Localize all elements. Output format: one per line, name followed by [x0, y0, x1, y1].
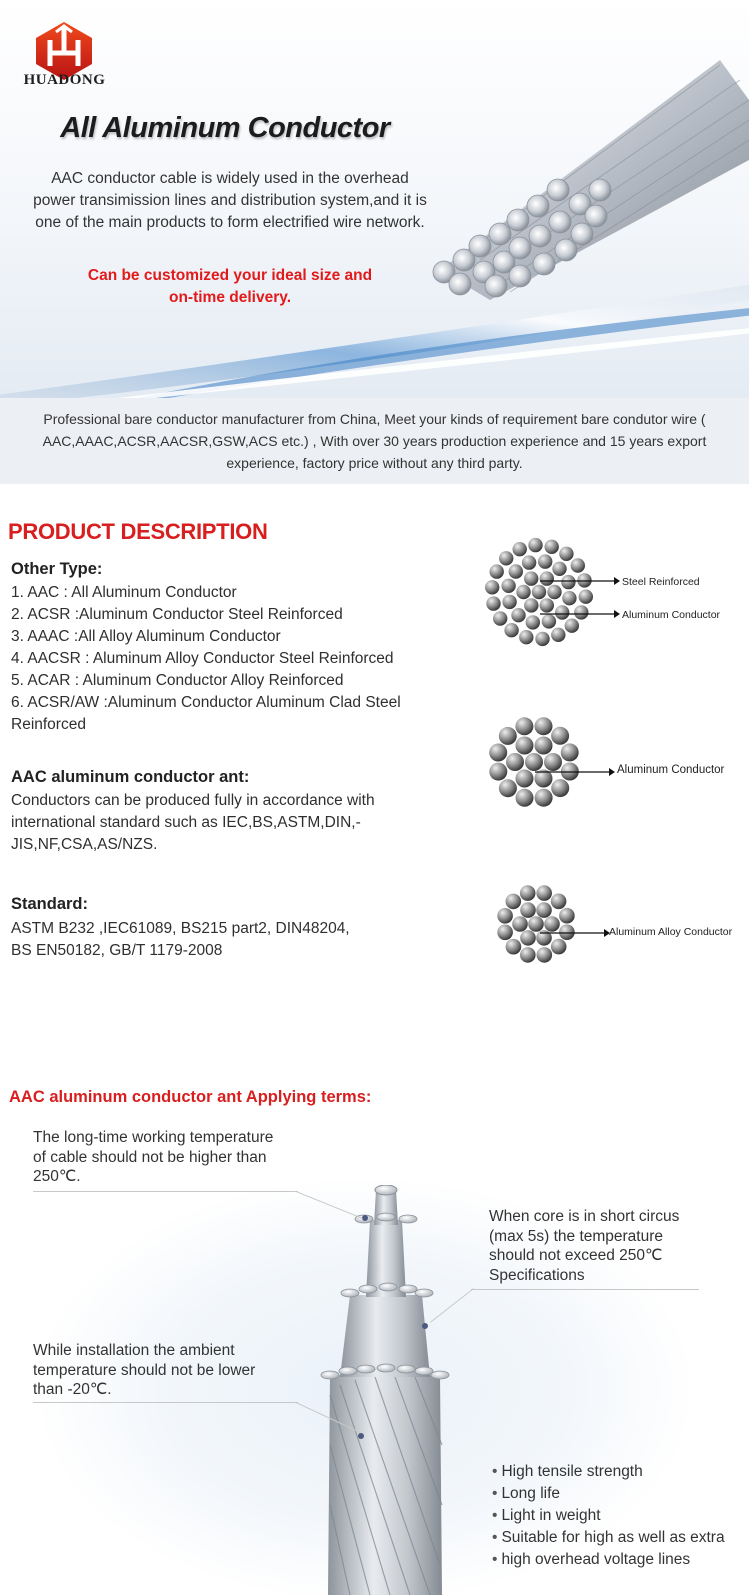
list-item: • High tensile strength [492, 1461, 725, 1483]
standard-title: Standard: [11, 895, 89, 913]
strand-circle [489, 744, 507, 762]
strand-circle [490, 564, 504, 578]
other-type-title: Other Type: [11, 560, 103, 578]
strand-circle [565, 619, 579, 633]
term3-leader-line [33, 1402, 298, 1403]
strand-circle [486, 596, 500, 610]
strand-circle [520, 930, 536, 946]
strand-circle [524, 598, 538, 612]
strand-circle [535, 737, 553, 755]
label-aluminum-conductor-2: Aluminum Conductor [617, 764, 725, 776]
strand-circle [502, 595, 516, 609]
ant-text: Conductors can be produced fully in accordance with international standard such as IEC,BS,ASTM,DIN,-JIS,NF,CSA,AS/NZS. [11, 792, 375, 853]
strand-circle [485, 580, 499, 594]
ant-title: AAC aluminum conductor ant: [11, 768, 250, 786]
strand-circle [516, 770, 534, 788]
term-short-circuit: When core is in short circus (max 5s) the temperature should not exceed 250℃ Specifications [489, 1208, 680, 1284]
hero-cta-line1: Can be customized your ideal size and [87, 267, 373, 284]
strand-circle [509, 564, 523, 578]
strand-circle [551, 727, 569, 745]
list-item: • high overhead voltage lines [492, 1549, 725, 1571]
label-steel-reinforced: Steel Reinforced [622, 576, 700, 588]
standard-line2: BS EN50182, GB/T 1179-2008 [11, 942, 223, 959]
strand-circle [551, 939, 567, 955]
hero-description: AAC conductor cable is widely used in the overhead power transimission lines and distribution system,and it is one of the main products to form electrified wire network. [33, 170, 427, 231]
list-item: 4. AACSR : Aluminum Alloy Conductor Steel Reinforced [11, 650, 394, 667]
hero-banner [0, 0, 749, 398]
strand-circle [504, 623, 518, 637]
diagram2-arrow [535, 765, 615, 779]
list-item: • Suitable for high as well as extra [492, 1527, 725, 1549]
strand-circle [524, 571, 538, 585]
diagram3-arrow [540, 926, 610, 940]
aaac-cross-section-diagram [490, 878, 582, 970]
term2-leader-line [471, 1289, 699, 1290]
stranded-cable-image [300, 1185, 470, 1595]
term1-leader-line [33, 1191, 298, 1192]
list-item: • Long life [492, 1483, 725, 1505]
strand-circle [536, 902, 552, 918]
strand-circle [537, 947, 553, 963]
cable-cross-section-image [420, 40, 749, 330]
intro-band: Professional bare conductor manufacturer from China, Meet your kinds of requirement bare condutor wire ( AAC,AAAC,ACSR,AACSR,GSW,ACS etc.) , With over 30 years production experience and 15 years export experience, factory price without any third party. [0, 398, 749, 484]
strand-circle [520, 902, 536, 918]
strand-circle [515, 717, 533, 735]
strand-circle [559, 547, 573, 561]
strand-circle [551, 894, 567, 910]
list-item: 2. ACSR :Aluminum Conductor Steel Reinforced [11, 606, 343, 623]
strand-circle [520, 947, 536, 963]
strand-circle [516, 789, 534, 807]
label-aluminum-conductor-1: Aluminum Conductor [622, 609, 721, 621]
list-item: 5. ACAR : Aluminum Conductor Alloy Reinforced [11, 672, 344, 689]
standard-line1: ASTM B232 ,IEC61089, BS215 part2, DIN48204, [11, 920, 350, 937]
strand-circle [511, 608, 525, 622]
diagram1-arrows [540, 570, 620, 620]
strand-circle [559, 908, 575, 924]
term-ambient-temperature: While installation the ambient temperature should not be lower than -20℃. [33, 1342, 256, 1398]
list-item: 6. ACSR/AW :Aluminum Conductor Aluminum Clad Steel Reinforced [11, 694, 401, 733]
label-aluminum-alloy-conductor: Aluminum Alloy Conductor [609, 926, 733, 938]
strand-circle [551, 628, 565, 642]
strand-circle [513, 542, 527, 556]
strand-circle [489, 763, 507, 781]
strand-circle [561, 743, 579, 761]
list-item: 1. AAC : All Aluminum Conductor [11, 584, 237, 601]
applying-terms-heading: AAC aluminum conductor ant Applying terms: [9, 1088, 372, 1106]
strand-circle [545, 540, 559, 554]
strand-circle [535, 717, 553, 735]
list-item: 3. AAAC :All Alloy Aluminum Conductor [11, 628, 281, 645]
strand-circle [520, 885, 536, 901]
strand-circle [499, 551, 513, 565]
strand-circle [512, 916, 528, 932]
hero-title: All Aluminum Conductor [60, 112, 390, 144]
strand-circle [506, 894, 522, 910]
strand-circle [538, 554, 552, 568]
strand-circle [493, 611, 507, 625]
strand-circle [526, 615, 540, 629]
standard-text [11, 918, 391, 962]
type-list [11, 582, 431, 736]
strand-circle [516, 737, 534, 755]
strand-circle [551, 779, 569, 797]
list-item: • Light in weight [492, 1505, 725, 1527]
strand-circle [519, 630, 533, 644]
strand-circle [536, 885, 552, 901]
strand-circle [516, 585, 530, 599]
term-long-time-temperature: The long-time working temperature of cable should not be higher than 250℃. [33, 1129, 274, 1185]
aac-cross-section-diagram [481, 709, 587, 815]
feature-list [492, 1461, 725, 1571]
hero-cta [60, 265, 400, 309]
brand-name: HUADONG [23, 72, 106, 88]
strand-circle [535, 632, 549, 646]
strand-circle [506, 753, 524, 771]
strand-circle [497, 908, 513, 924]
strand-circle [535, 789, 553, 807]
strand-circle [501, 579, 515, 593]
hero-cta-line2: on-time delivery. [168, 289, 292, 306]
strand-circle [499, 779, 517, 797]
strand-circle [499, 727, 517, 745]
strand-circle [528, 538, 542, 552]
product-description-heading: PRODUCT DESCRIPTION [8, 519, 268, 544]
strand-circle [506, 939, 522, 955]
strand-circle [497, 925, 513, 941]
strand-circle [522, 555, 536, 569]
